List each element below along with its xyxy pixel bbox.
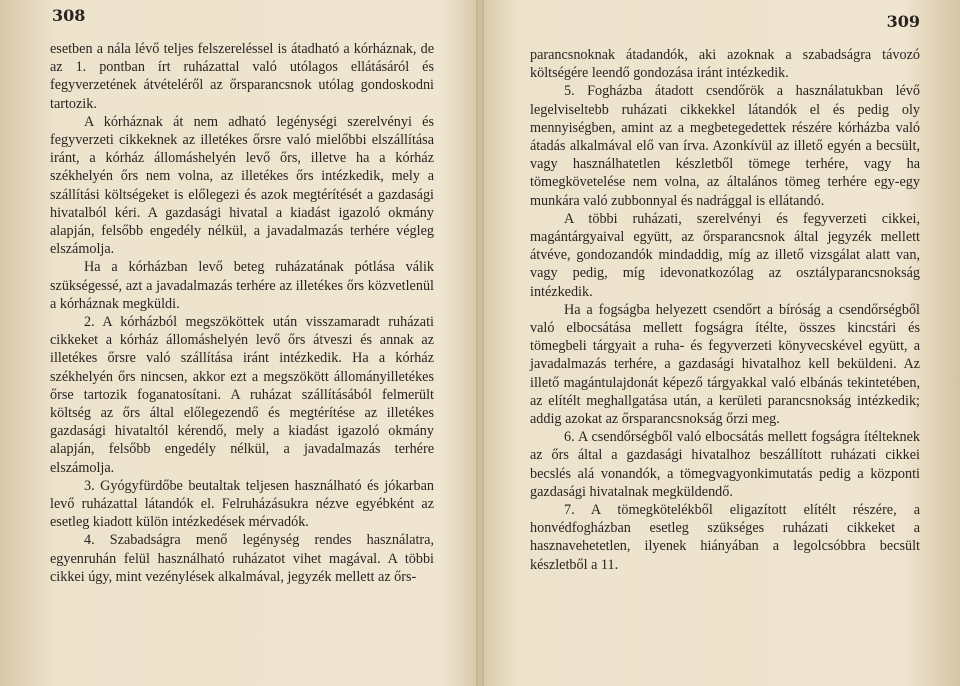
page-number-left: 308 (52, 6, 86, 25)
paragraph: 4. Szabadságra menő legénység rendes használatra, egyenruhán felül használható ruházatot vihet magával. A többi cikkei úgy, mint vezénylések alkalmával, jegyzék mellett az őrs- (50, 532, 434, 585)
paragraph: 6. A csendőrségből való elbocsátás mellett fogságra ítélteknek az őrs által a gazdasági hivatalhoz beszállított ruházati cikkei becslés alá vonandók, a tömegvagyonkimutatás pedig a központi gazdasági hivatalnak megküldendő. (530, 429, 920, 500)
paragraph: Ha a kórházban levő beteg ruházatának pótlása válik szükségessé, azt a javadalmazás terhére az illetékes őrs közvetlenül a kórháznak megküldi. (50, 259, 434, 312)
paragraph: 2. A kórházból megszököttek után visszamaradt ruházati cikkeket a kórház állomáshelyén levő őrs átveszi és annak az illetékes őrsre való szállítása iránt intézkedik. Ha a kórház székhelyén őrs nincsen, akkor ezt a megszökött állományilletékes őrse tartozik foganatosítani. A ruházat szállításából felmerült költség az őrs által előlegezendő és megtérítése az illetékes gazdasági hivataltól kérendő, mely a kiadást igazoló okmány alapján, felsőbb engedély nélkül, a javadalmazás terhére elszámolja. (50, 314, 434, 476)
paragraph: Ha a fogságba helyezett csendőrt a bíróság a csendőrségből való elbocsátása mellett fogságra ítélte, összes kincstári és tömegbeli tárgyait a ruha- és fegyverzeti könyvecskével együtt, a javadalmazás terhére, a gazdasági hivatalhoz kell beküldeni. Az illető magántulajdonát képező tárgyakkal való elbánás tekintetében, az elítélt meghallgatása után, a kerületi parancsnokság intézkedik; addig azokat az őrsparancsnokság őrzi meg. (530, 301, 920, 428)
paragraph: esetben a nála lévő teljes felszereléssel is átadható a kórháznak, de az 1. pontban írt ruházattal való utólagos ellátásáról és fegyverzetének átvételéről az őrsparancsnok utólag gondoskodni tartozik. (50, 41, 434, 112)
page-number-right: 309 (886, 12, 920, 31)
paragraph: 5. Fogházba átadott csendőrök a használatukban lévő legelviseltebb ruházati cikkekkel látandók el és pedig oly mennyiségben, amint az a megbetegedettek részére kórházba való átadás alkalmával elő van írva. Azonkívül az illető egyén a becsült, vagy használhatetlen készletből tömege terhére, vagy ha tömegkövetelése nem volna, az általános tömeg terhére egy-egy munkára való zubbonnyal és nadrággal is ellátandó. (530, 83, 920, 209)
paragraph: parancsnoknak átadandók, aki azoknak a szabadságra távozó költségére leendő gondozása iránt intézkedik. (530, 47, 920, 82)
paragraph: 7. A tömegkötelékből eligazított elítélt részére, a honvédfogházban esetleg szükséges ruházati cikkeket a hasznavehetetlen, ilyenek hiányában a legolcsóbbra becsült készletből a 11. (530, 502, 920, 573)
paragraph: A kórháznak át nem adható legénységi szerelvényi és fegyverzeti cikkeknek az illetékes őrsre való mielőbbi elszállítása iránt, a kórház állomáshelyén levő őrs, illetve ha a kórház székhelyén őrs nem volna, az illetékes őrs intézkedik, mely a szállítási költségeket is előlegezi és azok megtérítését a gazdasági hivatalból kéri. A gazdasági hivatal a kiadást igazoló okmány alapján, felsőbb engedély nélkül, a javadalmazás terhére végleg elszámolja. (50, 113, 434, 258)
left-page-body (50, 40, 434, 586)
paragraph: A többi ruházati, szerelvényi és fegyverzeti cikkei, magántárgyaival együtt, az őrsparancsnok által jegyzék mellett átvéve, gondozandók mindaddig, míg az illető vizsgálat alatt van, vagy pedig, míg idevonatkozólag az osztályparancsnokság intézkedik. (530, 210, 920, 300)
right-page-body (530, 46, 920, 574)
paragraph: 3. Gyógyfürdőbe beutaltak teljesen használható és jókarban levő ruházattal látandók el. Felruházásukra nézve egyébként az esetleg kiadott külön intézkedések mérvadók. (50, 477, 434, 531)
